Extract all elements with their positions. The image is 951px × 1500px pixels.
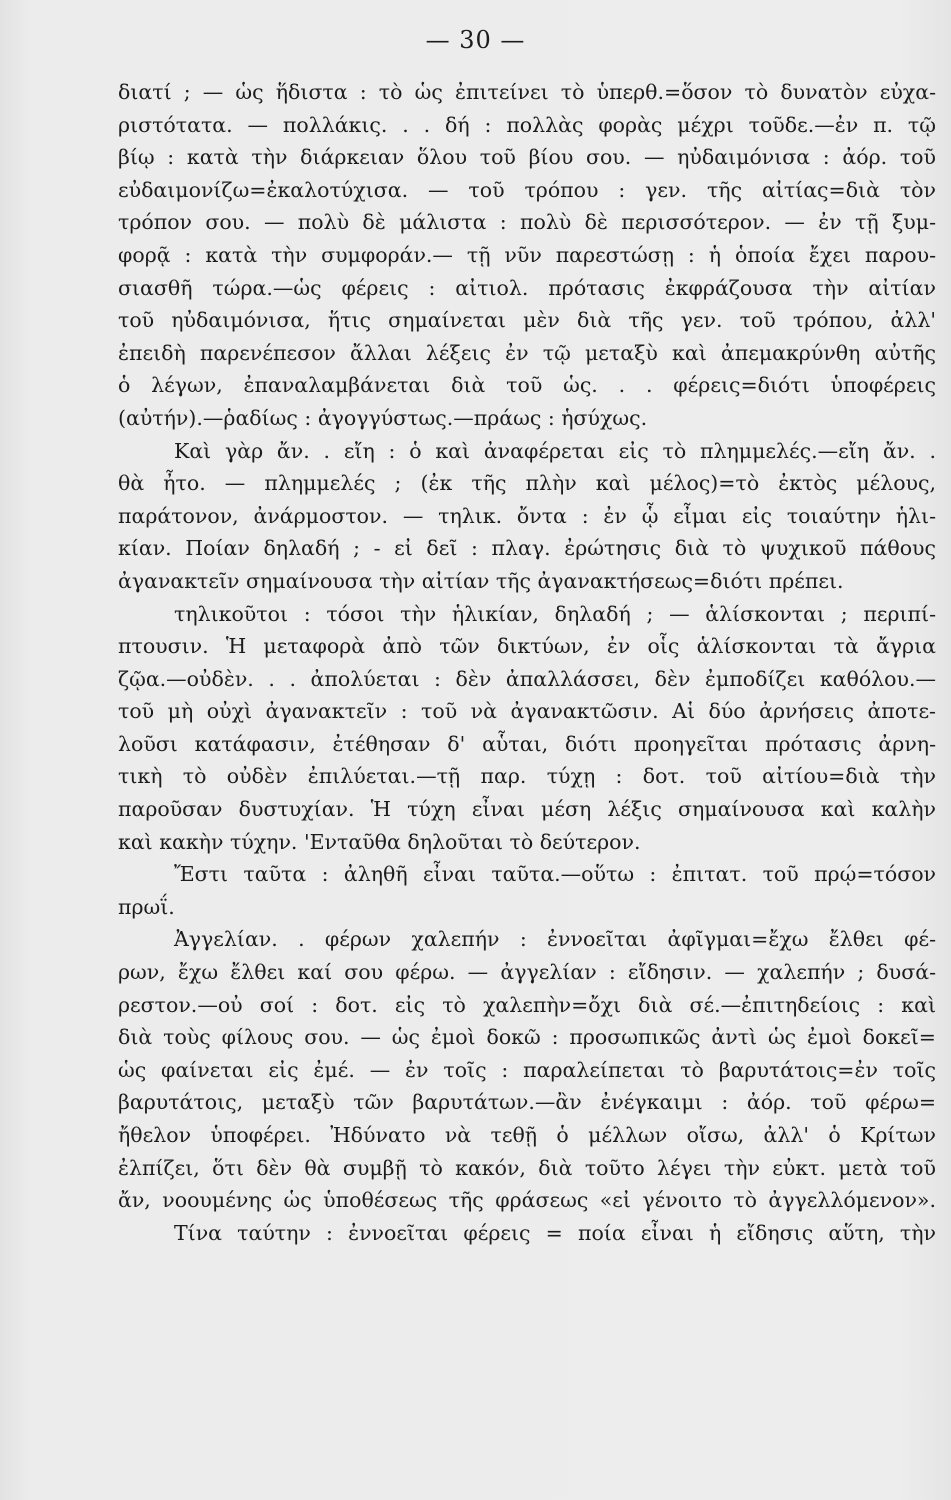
page-number: — 30 — [425,26,526,54]
text-line: τοῦ ηὐδαιμόνισα, ἥτις σημαίνεται μὲν διὰ τῆς γεν. τοῦ τρόπου, ἀλλ' [118,308,936,333]
text-line: Τίνα ταύτην : ἐννοεῖται φέρεις = ποία εἶναι ἡ εἴδησις αὕτη, τὴν [174,1220,936,1245]
text-line: Καὶ γὰρ ἄν. . εἴη : ὁ καὶ ἀναφέρεται εἰς τὸ πλημμελές.—εἴη ἄν. . [174,438,936,463]
text-line: ρων, ἔχω ἔλθει καί σου φέρω. — ἀγγελίαν : εἴδησιν. — χαλεπήν ; δυσά- [118,960,936,985]
text-line: (αὐτήν).—ῥαδίως : ἀγογγύστως.—πράως : ἡσύχως. [118,405,648,430]
text-line: διατί ; — ὡς ἥδιστα : τὸ ὡς ἐπιτείνει τὸ ὑπερθ.=ὅσον τὸ δυνατὸν εὐχα- [118,80,936,104]
text-line: ἐπειδὴ παρενέπεσον ἄλλαι λέξεις ἐν τῷ μεταξὺ καὶ ἀπεμακρύνθη αὐτῆς [118,340,936,365]
text-line: κίαν. Ποίαν δηλαδή ; - εἰ δεῖ : πλαγ. ἐρώτησις διὰ τὸ ψυχικοῦ πάθους [118,536,936,561]
text-line: ζῷα.—οὐδὲν. . . ἀπολύεται : δὲν ἀπαλλάσσει, δὲν ἐμποδίζει καθόλου.— [118,666,936,691]
text-line: Ἔστι ταῦτα : ἀληθῆ εἶναι ταῦτα.—οὕτω : ἐπιτατ. τοῦ πρῴ=τόσον [174,862,936,887]
text-line: διὰ τοὺς φίλους σου. — ὡς ἐμοὶ δοκῶ : προσωπικῶς ἀντὶ ὡς ἐμοὶ δοκεῖ= [118,1025,936,1050]
text-line: ρεστον.—οὐ σοί : δοτ. εἰς τὸ χαλεπὴν=ὄχι διὰ σέ.—ἐπιτηδείοις : καὶ [118,992,936,1017]
text-line: πτουσιν. Ἡ μεταφορὰ ἀπὸ τῶν δικτύων, ἐν οἷς ἁλίσκονται τὰ ἄγρια [118,634,936,659]
text-line: παροῦσαν δυστυχίαν. Ἡ τύχη εἶναι μέση λέξις σημαίνουσα καὶ καλὴν [118,797,936,822]
text-line: ὡς φαίνεται εἰς ἐμέ. — ἐν τοῖς : παραλείπεται τὸ βαρυτάτοις=ἐν τοῖς [118,1057,936,1082]
text-line: λοῦσι κατάφασιν, ἐτέθησαν δ' αὗται, διότι προηγεῖται πρότασις ἀρνη- [118,731,936,756]
commentary-text [118,76,936,1249]
text-line: βίῳ : κατὰ τὴν διάρκειαν ὅλου τοῦ βίου σου. — ηὐδαιμόνισα : ἀόρ. τοῦ [118,145,936,170]
text-line: ριστότατα. — πολλάκις. . . δή : πολλὰς φορὰς μέχρι τοῦδε.—ἐν π. τῷ [118,112,936,137]
text-line: βαρυτάτοις, μεταξὺ τῶν βαρυτάτων.—ἂν ἐνέγκαιμι : ἀόρ. τοῦ φέρω= [118,1090,936,1115]
text-line: θὰ ἦτο. — πλημμελές ; (ἐκ τῆς πλὴν καὶ μέλος)=τὸ ἐκτὸς μέλους, [118,471,936,496]
text-line: Ἀγγελίαν. . φέρων χαλεπήν : ἐννοεῖται ἀφῖγμαι=ἔχω ἔλθει φέ- [174,927,936,952]
text-line: τικὴ τὸ οὐδὲν ἐπιλύεται.—τῇ παρ. τύχῃ : δοτ. τοῦ αἰτίου=διὰ τὴν [118,764,936,789]
text-line: ὁ λέγων, ἐπαναλαμβάνεται διὰ τοῦ ὡς. . . φέρεις=διότι ὑποφέρεις [118,373,936,398]
text-line: ἐλπίζει, ὅτι δὲν θὰ συμβῇ τὸ κακόν, διὰ τοῦτο λέγει τὴν εὐκτ. μετὰ τοῦ [118,1155,936,1180]
text-line: εὐδαιμονίζω=ἐκαλοτύχισα. — τοῦ τρόπου : γεν. τῆς αἰτίας=διὰ τὸν [118,177,936,202]
text-line: παράτονον, ἀνάρμοστον. — τηλικ. ὄντα : ἐν ᾧ εἶμαι εἰς τοιαύτην ἡλι- [118,503,936,528]
text-line: τρόπον σου. — πολὺ δὲ μάλιστα : πολὺ δὲ περισσότερον. — ἐν τῇ ξυμ- [118,210,936,235]
text-line: φορᾷ : κατὰ τὴν συμφοράν.— τῇ νῦν παρεστώσῃ : ἡ ὁποία ἔχει παρου- [118,242,936,267]
text-line: ἄν, νοουμένης ὡς ὑποθέσεως τῆς φράσεως «εἰ γένοιτο τὸ ἀγγελλόμενον». [118,1188,936,1213]
text-line: σιασθῆ τώρα.—ὡς φέρεις : αἰτιολ. πρότασις ἐκφράζουσα τὴν αἰτίαν [118,275,936,300]
text-line: τηλικοῦτοι : τόσοι τὴν ἡλικίαν, δηλαδή ; — ἁλίσκονται ; περιπί- [174,601,936,626]
text-line: τοῦ μὴ οὐχὶ ἀγανακτεῖν : τοῦ νὰ ἀγανακτῶσιν. Αἱ δύο ἀρνήσεις ἀποτε- [118,699,936,724]
text-line: πρωΐ. [118,894,175,919]
text-line: ἀγανακτεῖν σημαίνουσα τὴν αἰτίαν τῆς ἀγανακτήσεως=διότι πρέπει. [118,568,844,593]
text-line: ἤθελον ὑποφέρει. Ἠδύνατο νὰ τεθῇ ὁ μέλλων οἴσω, ἀλλ' ὁ Κρίτων [118,1123,936,1147]
text-line: καὶ κακὴν τύχην. 'Ενταῦθα δηλοῦται τὸ δεύτερον. [118,829,641,854]
